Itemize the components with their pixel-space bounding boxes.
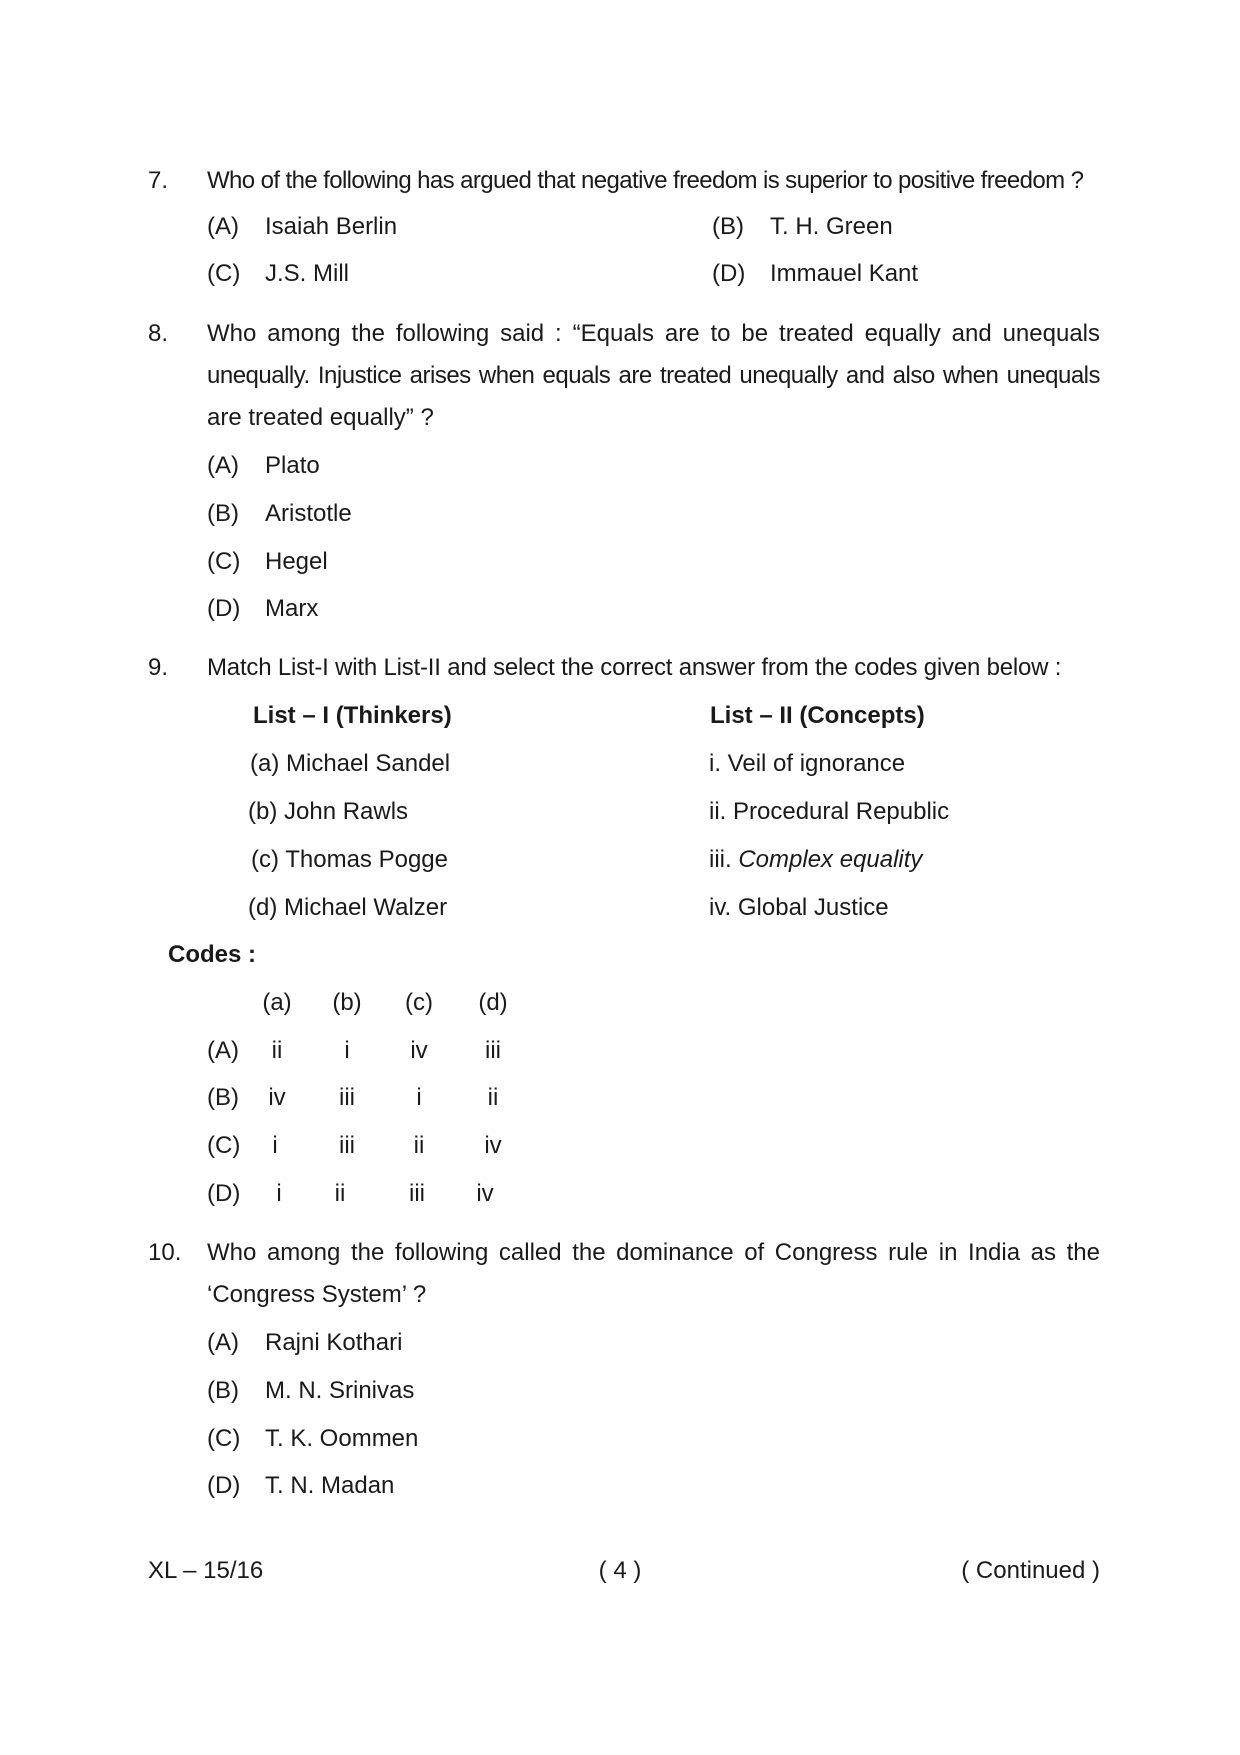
list-1-item: (a) Michael Sandel — [250, 750, 451, 777]
code-value: i — [344, 1037, 350, 1064]
option-text: Immauel Kant — [770, 260, 919, 287]
list-1-header: List – I (Thinkers) — [253, 702, 452, 729]
list-2-header: List – II (Concepts) — [710, 702, 925, 729]
question-text-line: Who among the following said : “Equals are to be treated equally and unequals — [207, 320, 1100, 347]
code-row-label: (A) — [207, 1037, 239, 1064]
option-text: Plato — [265, 452, 320, 479]
option-label: (A) — [207, 452, 239, 479]
code-value: iv — [484, 1132, 502, 1159]
code-value: iii — [339, 1132, 355, 1159]
paper-code: XL – 15/16 — [148, 1557, 264, 1584]
list-1-item: (c) Thomas Pogge — [251, 846, 448, 873]
option-label: (B) — [207, 1377, 239, 1404]
code-value: i — [272, 1132, 278, 1159]
code-header: (d) — [478, 989, 508, 1016]
option-label: (A) — [207, 1329, 239, 1356]
option-label: (D) — [207, 1472, 241, 1499]
option-text: Isaiah Berlin — [265, 213, 398, 240]
code-value: iii — [409, 1180, 425, 1207]
option-label: (C) — [207, 1425, 241, 1452]
option-text: Marx — [265, 595, 319, 622]
list-1-item: (d) Michael Walzer — [248, 894, 448, 921]
question-number: 7. — [148, 167, 169, 194]
code-value: i — [276, 1180, 282, 1207]
question-number: 8. — [148, 320, 169, 347]
question-text-line: ‘Congress System’ ? — [207, 1281, 427, 1308]
option-text: Rajni Kothari — [265, 1329, 403, 1356]
list-2-item: i. Veil of ignorance — [709, 750, 906, 777]
code-value: ii — [271, 1037, 283, 1064]
code-header: (b) — [332, 989, 362, 1016]
option-text: T. K. Oommen — [265, 1425, 419, 1452]
question-number: 10. — [148, 1239, 182, 1266]
option-text: J.S. Mill — [265, 260, 349, 287]
code-value: iii — [485, 1037, 501, 1064]
question-text-line: unequally. Injustice arises when equals are treated unequally and also when unequals — [207, 362, 1100, 389]
list-2-item: iv. Global Justice — [709, 894, 889, 921]
continued-label: ( Continued ) — [961, 1557, 1100, 1584]
list-2-item: ii. Procedural Republic — [709, 798, 950, 825]
code-value: ii — [334, 1180, 346, 1207]
question-text: Match List-I with List-II and select the correct answer from the codes given below : — [207, 654, 1062, 681]
list-2-item: iii. Complex equality — [709, 846, 923, 873]
code-row-label: (D) — [207, 1180, 241, 1207]
option-text: M. N. Srinivas — [265, 1377, 415, 1404]
option-label: (B) — [712, 213, 744, 240]
code-value: iv — [410, 1037, 428, 1064]
code-value: iv — [476, 1180, 494, 1207]
question-text: Who of the following has argued that negative freedom is superior to positive freedom ? — [207, 167, 1084, 194]
code-value: iii — [339, 1084, 355, 1111]
option-label: (C) — [207, 548, 241, 575]
page-number: ( 4 ) — [598, 1557, 642, 1584]
code-value: i — [416, 1084, 422, 1111]
option-label: (B) — [207, 500, 239, 527]
option-label: (D) — [207, 595, 241, 622]
code-value: ii — [487, 1084, 499, 1111]
option-text: T. N. Madan — [265, 1472, 395, 1499]
list-1-item: (b) John Rawls — [248, 798, 409, 825]
option-text: Aristotle — [265, 500, 352, 527]
option-label: (C) — [207, 260, 241, 287]
code-row-label: (B) — [207, 1084, 239, 1111]
code-header: (a) — [262, 989, 292, 1016]
question-text-line: Who among the following called the dominance of Congress rule in India as the — [207, 1239, 1100, 1266]
question-number: 9. — [148, 654, 169, 681]
option-text: Hegel — [265, 548, 328, 575]
option-label: (A) — [207, 213, 239, 240]
code-row-label: (C) — [207, 1132, 241, 1159]
code-value: iv — [268, 1084, 286, 1111]
code-header: (c) — [405, 989, 433, 1016]
question-text-line: are treated equally” ? — [207, 404, 434, 431]
code-value: ii — [413, 1132, 425, 1159]
codes-label: Codes : — [168, 941, 257, 968]
option-text: T. H. Green — [770, 213, 893, 240]
option-label: (D) — [712, 260, 746, 287]
